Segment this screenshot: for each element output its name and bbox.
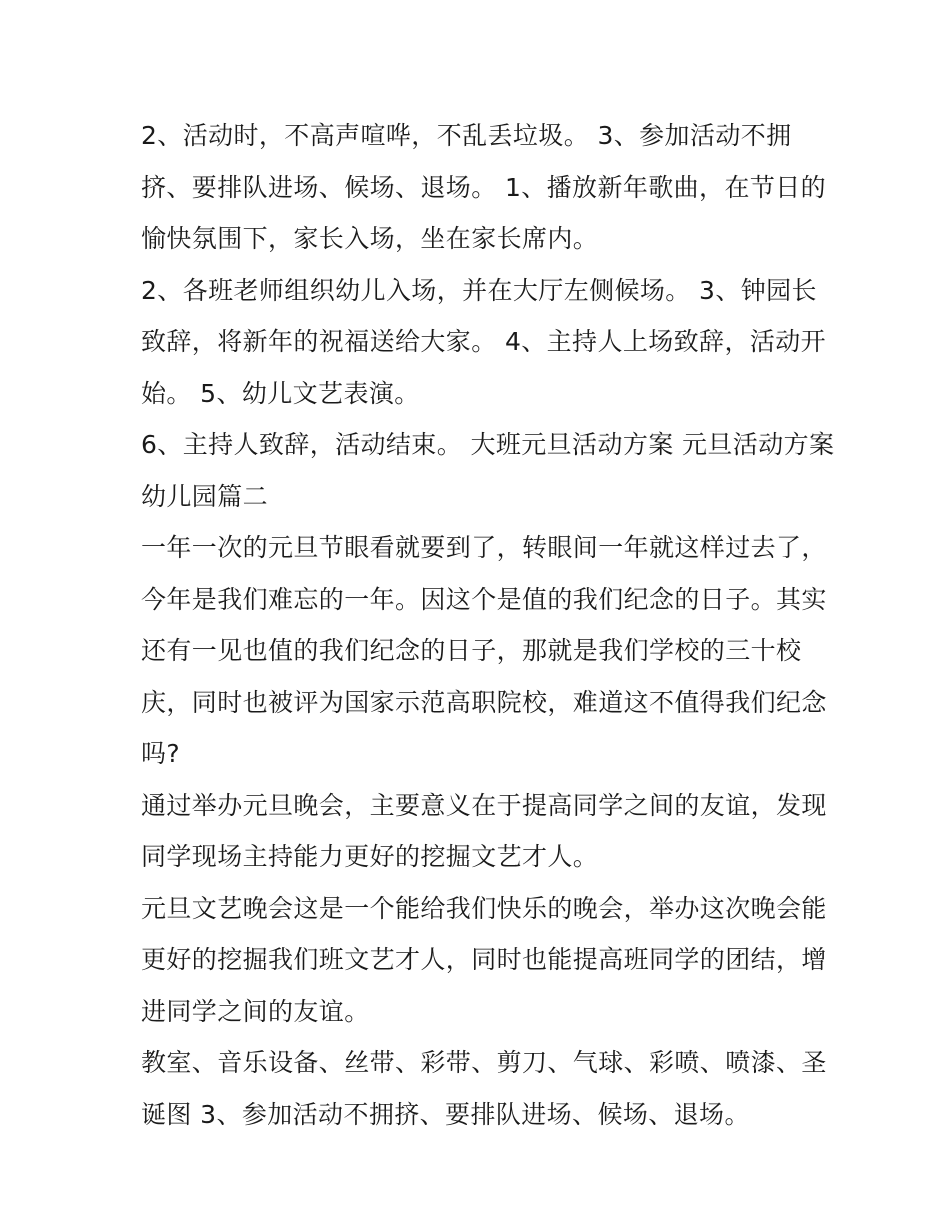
text-line: 愉快氛围下，家长入场，坐在家长席内。 — [141, 224, 599, 253]
text-line: 吗? — [141, 739, 181, 768]
text-line: 今年是我们难忘的一年。因这个是值的我们纪念的日子。其实 — [141, 584, 827, 614]
text-line: 诞图 3、参加活动不拥挤、要排队进场、候场、退场。 — [141, 1099, 750, 1129]
text-line: 同学现场主持能力更好的挖掘文艺才人。 — [141, 842, 599, 871]
paragraph-1 — [141, 110, 827, 265]
text-line: 庆，同时也被评为国家示范高职院校，难道这不值得我们纪念 — [141, 687, 827, 717]
document-body — [141, 110, 835, 1140]
text-line: 致辞，将新年的祝福送给大家。 4、主持人上场致辞，活动开 — [141, 327, 827, 356]
paragraph-5 — [141, 780, 827, 883]
paragraph-4 — [141, 522, 827, 780]
text-line: 还有一见也值的我们纪念的日子，那就是我们学校的三十校 — [141, 636, 802, 665]
text-line: 更好的挖掘我们班文艺才人，同时也能提高班同学的团结，增 — [141, 945, 827, 974]
text-line: 教室、音乐设备、丝带、彩带、剪刀、气球、彩喷、喷漆、圣 — [141, 1048, 827, 1077]
paragraph-7 — [141, 1037, 827, 1140]
text-line: 6、主持人致辞，活动结束。 大班元旦活动方案 元旦活动方案 — [141, 430, 835, 459]
text-line: 一年一次的元旦节眼看就要到了，转眼间一年就这样过去了， — [141, 533, 827, 562]
text-line: 2、活动时，不高声喧哗，不乱丢垃圾。 3、参加活动不拥 — [141, 121, 792, 150]
paragraph-3 — [141, 419, 835, 522]
text-line: 元旦文艺晚会这是一个能给我们快乐的晚会，举办这次晚会能 — [141, 893, 827, 923]
paragraph-6 — [141, 883, 827, 1038]
text-line: 通过举办元旦晚会，主要意义在于提高同学之间的友谊，发现 — [141, 790, 827, 820]
text-line: 挤、要排队进场、候场、退场。 1、播放新年歌曲，在节日的 — [141, 172, 827, 202]
text-line: 幼儿园篇二 — [141, 481, 269, 511]
text-line: 2、各班老师组织幼儿入场，并在大厅左侧候场。 3、钟园长 — [141, 275, 817, 305]
text-line: 进同学之间的友谊。 — [141, 996, 370, 1026]
paragraph-2 — [141, 265, 827, 420]
text-line: 始。 5、幼儿文艺表演。 — [141, 378, 420, 408]
